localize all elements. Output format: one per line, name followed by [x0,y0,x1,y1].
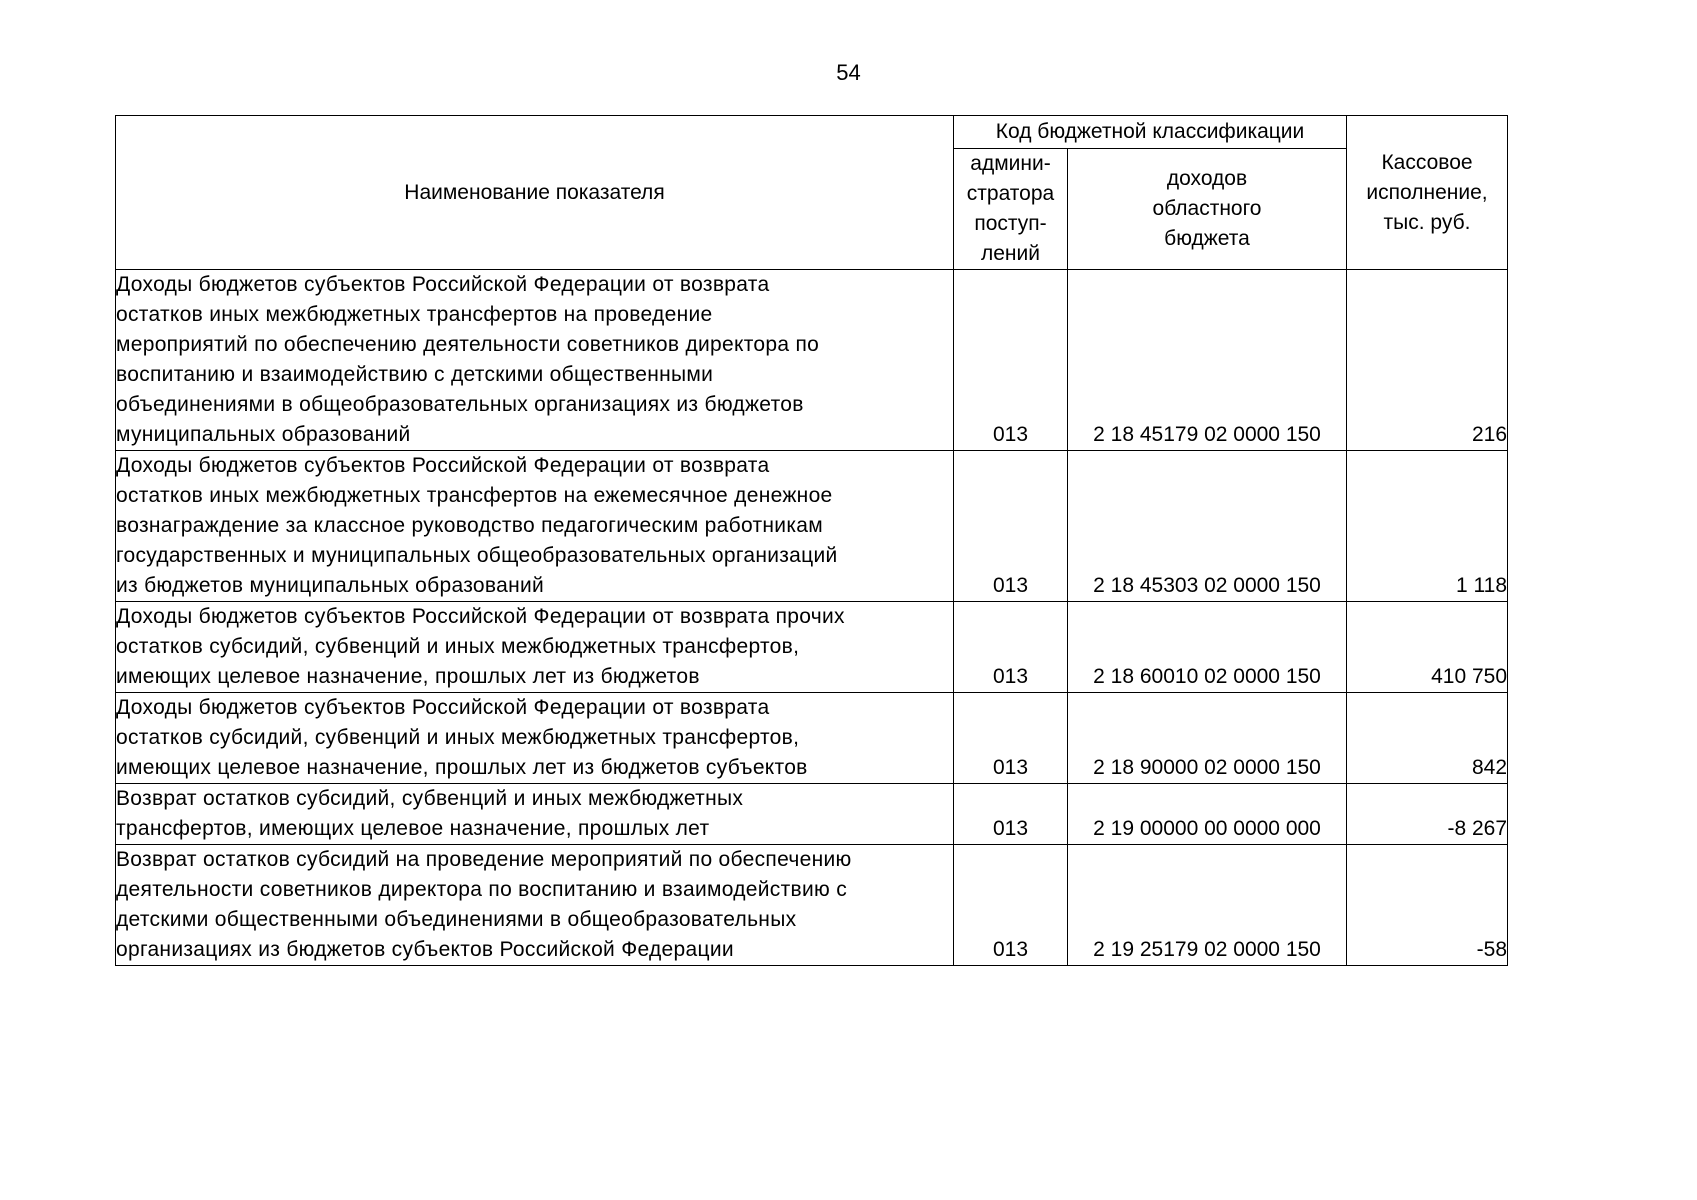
header-code-line: бюджета [1164,227,1250,250]
header-code-line: доходов [1166,167,1248,190]
row-name-line: мероприятий по обеспечению деятельности советников директора по [116,333,820,356]
row-name-line: деятельности советников директора по воспитанию и взаимодействию с [116,878,847,901]
page-number: 54 [836,60,861,85]
row-name-line: из бюджетов муниципальных образований [116,574,545,597]
row-name-line: Доходы бюджетов субъектов Российской Федерации от возврата [116,273,770,296]
row-amount: -8 267 [1347,784,1508,845]
row-admin-code: 013 [954,693,1068,784]
row-name-line: остатков субсидий, субвенций и иных межбюджетных трансфертов, [116,726,800,749]
table-row [116,845,1508,966]
row-amount: 216 [1347,270,1508,451]
row-name-line: остатков иных межбюджетных трансфертов на ежемесячное денежное [116,484,833,507]
header-name: Наименование показателя [116,116,954,270]
row-amount: 842 [1347,693,1508,784]
row-amount: -58 [1347,845,1508,966]
row-name-line: остатков субсидий, субвенций и иных межбюджетных трансфертов, [116,635,800,658]
row-name-line: Возврат остатков субсидий на проведение мероприятий по обеспечению [116,848,852,871]
row-name-line: Доходы бюджетов субъектов Российской Федерации от возврата прочих [116,605,845,628]
header-admin-line: стратора [966,182,1055,205]
header-admin-line: поступ- [974,212,1047,235]
row-name-line: детскими общественными объединениями в общеобразовательных [116,908,797,931]
row-admin-code: 013 [954,451,1068,602]
table-body [116,270,1508,966]
row-name-line: имеющих целевое назначение, прошлых лет из бюджетов [116,665,700,688]
row-admin-code: 013 [954,602,1068,693]
header-admin-line: лений [981,242,1040,265]
row-name [116,693,954,784]
row-name-line: воспитанию и взаимодействию с детскими общественными [116,363,714,386]
row-name-line: остатков иных межбюджетных трансфертов на проведение [116,303,713,326]
row-name [116,784,954,845]
header-admin-line: админи- [970,152,1051,175]
header-code-line: областного [1152,197,1262,220]
row-name-line: вознаграждение за классное руководство педагогическим работникам [116,514,824,537]
table-row [116,693,1508,784]
row-amount: 410 750 [1347,602,1508,693]
row-name [116,451,954,602]
row-revenue-code: 2 18 45179 02 0000 150 [1068,270,1347,451]
row-name-line: объединениями в общеобразовательных организациях из бюджетов [116,393,804,416]
row-admin-code: 013 [954,784,1068,845]
budget-table [115,115,1508,966]
row-revenue-code: 2 19 25179 02 0000 150 [1068,845,1347,966]
row-name-line: трансфертов, имеющих целевое назначение, прошлых лет [116,817,710,840]
row-name-line: муниципальных образований [116,423,411,446]
row-revenue-code: 2 18 45303 02 0000 150 [1068,451,1347,602]
row-revenue-code: 2 18 60010 02 0000 150 [1068,602,1347,693]
row-name-line: государственных и муниципальных общеобразовательных организаций [116,544,838,567]
row-name-line: имеющих целевое назначение, прошлых лет из бюджетов субъектов [116,756,808,779]
header-revenue-code [1068,149,1347,270]
row-name-line: организациях из бюджетов субъектов Российской Федерации [116,938,734,961]
header-sum-line: Кассовое [1381,150,1473,174]
row-revenue-code: 2 18 90000 02 0000 150 [1068,693,1347,784]
table-row [116,784,1508,845]
row-amount: 1 118 [1347,451,1508,602]
row-name-line: Доходы бюджетов субъектов Российской Федерации от возврата [116,696,770,719]
header-cash-execution [1347,116,1508,270]
row-revenue-code: 2 19 00000 00 0000 000 [1068,784,1347,845]
table-row [116,602,1508,693]
row-admin-code: 013 [954,270,1068,451]
row-name-line: Возврат остатков субсидий, субвенций и иных межбюджетных [116,787,744,810]
row-name [116,845,954,966]
row-name-line: Доходы бюджетов субъектов Российской Федерации от возврата [116,454,770,477]
header-sum-line: исполнение, [1366,180,1488,204]
header-classification-group: Код бюджетной классификации [954,116,1347,149]
table-row [116,270,1508,451]
row-name [116,602,954,693]
header-sum-line: тыс. руб. [1383,210,1471,234]
header-administrator [954,149,1068,270]
table-row [116,451,1508,602]
row-name [116,270,954,451]
row-admin-code: 013 [954,845,1068,966]
